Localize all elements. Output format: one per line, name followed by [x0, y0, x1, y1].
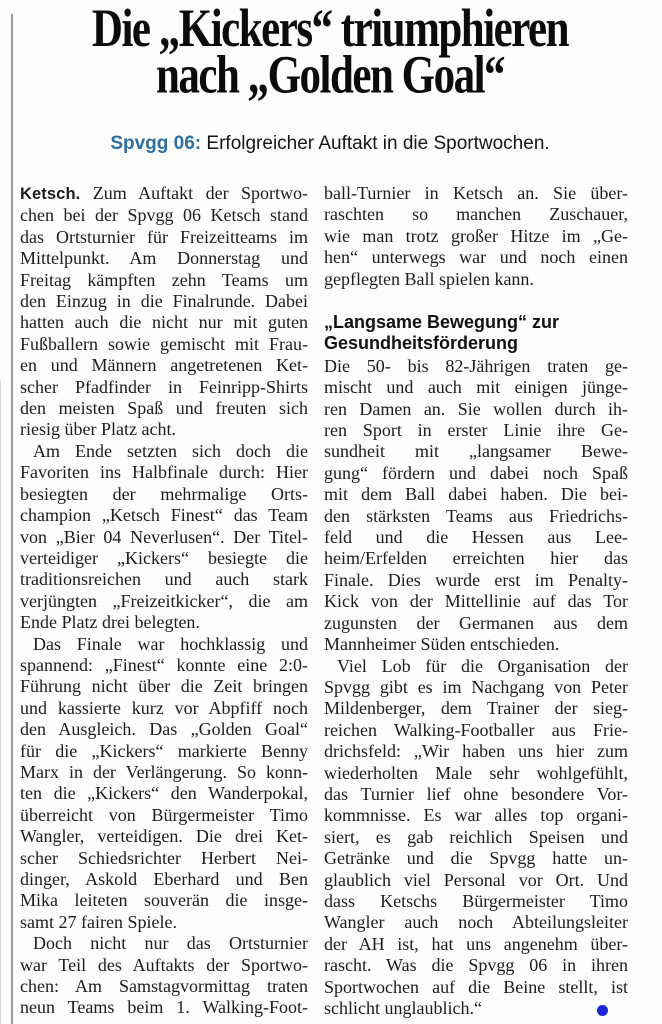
column-right [324, 183, 628, 1019]
text-line: drichsfeld: „Wir haben uns hier zum [324, 741, 628, 762]
text-line: ten die „Kickers“ den Wanderpokal, [20, 783, 308, 804]
page-edge-shadow [0, 380, 1, 1024]
text-line: Favoriten ins Halbfinale durch: Hier [20, 462, 308, 483]
text-line: Finale. Dies wurde erst im Penalty- [324, 569, 628, 590]
end-of-article-marker-dot [597, 1005, 608, 1016]
text-line: Freitag kämpften zehn Teams um [20, 269, 308, 290]
text-line: Die 50- bis 82-Jährigen traten ge- [324, 355, 628, 376]
paragraph [324, 183, 628, 290]
text-line: wiederholten Male sehr wohlgefühlt, [324, 762, 628, 783]
text-line: gepflegten Ball spielen kann. [324, 268, 534, 289]
text-line: der AH ist, hat uns angenehm über- [324, 933, 628, 954]
section-subhead [324, 312, 628, 355]
headline [20, 0, 640, 105]
text-line: den Einzug in die Finalrunde. Dabei [20, 291, 308, 312]
column-left [20, 183, 308, 1019]
text-line: ren Damen an. Sie wollen durch ih- [324, 398, 628, 419]
text-line: rascht. Was die Spvgg 06 in ihren [324, 955, 628, 976]
text-line: Das Finale war hochklassig und [33, 633, 308, 654]
text-line: ball-Turnier in Ketsch an. Sie über- [324, 183, 628, 203]
dateline: Ketsch. [20, 185, 81, 203]
text-line: Sportwochen auf die Beine stellt, ist [324, 976, 628, 997]
column-rule [11, 14, 13, 1024]
kicker [20, 130, 640, 158]
text-line: Ketsch. Zum Auftakt der Sportwo- [20, 183, 308, 203]
text-line: Wangler auch noch Abteilungsleiter [324, 912, 628, 933]
article-body [20, 183, 628, 1019]
text-line: zugunsten der Germanen aus dem [324, 612, 628, 633]
kicker-label: Spvgg 06: [110, 133, 202, 154]
text-line: scher Schiedsrichter Herbert Nei- [20, 847, 308, 868]
text-line: Führung nicht über die Zeit bringen [20, 676, 308, 697]
text-line: den stärksten Teams aus Friedrichs- [324, 505, 628, 526]
text-line: mit dem Ball dabei haben. Die bei- [324, 484, 628, 505]
text-line: spannend: „Finest“ konnte eine 2:0- [20, 654, 308, 675]
headline-line-1: Die „Kickers“ triumphieren [91, 0, 569, 59]
text-line: sundheit mit „langsamer Bewe- [324, 441, 628, 462]
text-line: war Teil des Auftakts der Sportwo- [20, 954, 308, 975]
kicker-text: Erfolgreicher Auftakt in die Sportwochen. [206, 133, 550, 154]
text-line: neun Teams beim 1. Walking-Foot- [20, 997, 308, 1018]
text-line: feld und die Hessen aus Lee- [324, 527, 628, 548]
text-line: dass Ketschs Bürgermeister Timo [324, 890, 628, 911]
text-line: Getränke und die Spvgg hatte un- [324, 848, 628, 869]
text-line: mischt und auch mit einigen jünge- [324, 377, 628, 398]
text-line: chen: Am Samstagvormittag traten [20, 976, 308, 997]
text-line: dinger, Askold Eberhard und Ben [20, 869, 308, 889]
text-line: für die „Kickers“ markierte Benny [20, 740, 308, 761]
text-line: „Langsame Bewegung“ zur [324, 312, 560, 333]
text-line: Doch nicht nur das Ortsturnier [33, 933, 308, 954]
headline-line-2: nach „Golden Goal“ [155, 46, 505, 105]
text-line: Spvgg gibt es im Nachgang von Peter [324, 676, 628, 697]
text-line: raschten so manchen Zuschauer, [324, 204, 628, 225]
paragraph [324, 656, 628, 1020]
text-line: Mildenberger, dem Trainer der sieg- [324, 698, 628, 719]
text-line: riesig über Platz acht. [20, 419, 176, 440]
text-line: überreicht von Bürgermeister Timo [20, 804, 308, 825]
text-line: besiegten der mehrmalige Orts- [20, 483, 308, 504]
text-line: chen bei der Spvgg 06 Ketsch stand [20, 205, 308, 226]
text-line: das Turnier lief ohne besondere Vor- [324, 783, 628, 804]
text-line: von „Bier 04 Neverlusen“. Der Titel- [20, 526, 308, 547]
text-line: und kassierte kurz vor Abpfiff noch [20, 697, 308, 718]
text-line: Fußballern sowie gemischt mit Frau- [20, 333, 308, 354]
paragraph [20, 634, 308, 934]
text-line: siert, es gab reichlich Speisen und [324, 826, 628, 847]
text-line: glaublich viel Personal vor Ort. Und [324, 869, 628, 890]
text-line: Gesundheitsförderung [324, 333, 519, 354]
text-line: den Ausgleich. Das „Golden Goal“ [20, 719, 308, 740]
text-line: kommnisse. Es war alles top organi- [324, 805, 628, 826]
text-line: traditionsreichen und auch stark [20, 569, 308, 590]
paragraph [20, 933, 308, 1019]
text-line: hatten auch die nicht nur mit guten [20, 312, 308, 333]
text-line: Kick von der Mittellinie auf das Tor [324, 591, 628, 612]
text-line: schlicht unglaublich.“ [324, 998, 482, 1018]
text-line: scher Pfadfinder in Feinripp-Shirts [20, 376, 308, 397]
text-line: Mika leiteten souverän die insge- [20, 890, 308, 911]
text-line: Wangler, verteidigen. Die drei Ket- [20, 826, 308, 847]
text-line: Marx in der Verlängerung. So konn- [20, 761, 308, 782]
text-line: Am Ende setzten sich doch die [33, 440, 308, 461]
text-line: champion „Ketsch Finest“ das Team [20, 505, 308, 526]
text-line: reichen Walking-Footballer aus Frie- [324, 719, 628, 740]
text-line: gung“ fördern und dabei noch Spaß [324, 462, 628, 483]
text-line: hen“ unterwegs war und noch einen [324, 247, 628, 268]
text-line: den meisten Spaß und freuten sich [20, 398, 308, 419]
paragraph [20, 441, 308, 634]
text-line: Mannheimer Süden entschieden. [324, 634, 560, 655]
text-line: heim/Erfelden erreichten hier das [324, 548, 628, 569]
text-line: das Ortsturnier für Freizeitteams im [20, 226, 308, 247]
text-line: en und Männern angetretenen Ket- [20, 355, 308, 376]
text-line: verteidiger „Kickers“ besiegte die [20, 547, 308, 568]
text-line: samt 27 fairen Spiele. [20, 911, 177, 932]
text-line: Viel Lob für die Organisation der [337, 655, 628, 676]
text-line: Mittelpunkt. Am Donnerstag und [20, 248, 308, 269]
text-line: Ende Platz drei belegten. [20, 612, 200, 633]
text-line: wie man trotz großer Hitze im „Ge- [324, 225, 628, 246]
text-line: ren Sport in erster Linie ihre Ge- [324, 420, 628, 441]
paragraph [20, 183, 308, 441]
paragraph [324, 356, 628, 656]
text-line: verjüngten „Freizeitkicker“, die am [20, 590, 308, 611]
